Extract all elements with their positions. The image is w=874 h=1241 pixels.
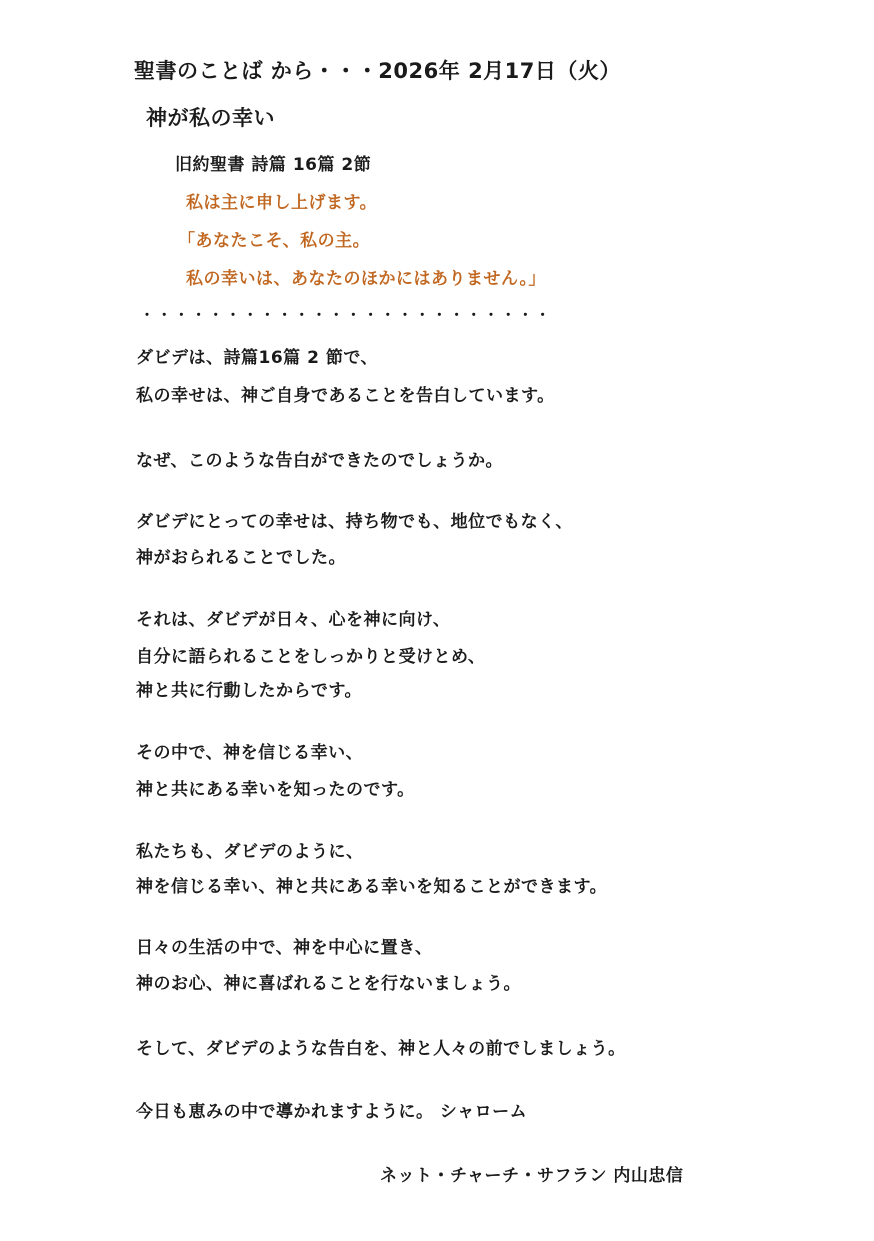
body-line: 神のお心、神に喜ばれることを行ないましょう。 — [136, 974, 521, 994]
body-line: 神と共に行動したからです。 — [136, 681, 362, 701]
dotted-divider: ・・・・・・・・・・・・・・・・・・・・・・・・ — [140, 308, 553, 324]
body-line: そして、ダビデのような告白を、神と人々の前でしましょう。 — [136, 1039, 626, 1059]
devotional-subject: 神が私の幸い — [146, 106, 275, 130]
body-line: 神がおられることでした。 — [136, 548, 346, 568]
body-line: 私たちも、ダビデのように、 — [136, 842, 364, 862]
verse-line: 「あなたこそ、私の主。 — [178, 231, 371, 251]
body-line: その中で、神を信じる幸い、 — [136, 743, 364, 763]
body-line: それは、ダビデが日々、心を神に向け、 — [136, 610, 451, 630]
body-line: 今日も恵みの中で導かれますように。 シャローム — [136, 1102, 528, 1122]
page-title: 聖書のことば から・・・2026年 2月17日（火） — [134, 59, 621, 83]
body-line: ダビデは、詩篇16篇 2 節で、 — [136, 348, 378, 368]
body-line: 神を信じる幸い、神と共にある幸いを知ることができます。 — [136, 877, 608, 897]
verse-line: 私の幸いは、あなたのほかにはありません。」 — [186, 269, 547, 289]
body-line: 自分に語られることをしっかりと受けとめ、 — [136, 647, 486, 667]
author-signature: ネット・チャーチ・サフラン 内山忠信 — [380, 1166, 684, 1186]
body-line: なぜ、このような告白ができたのでしょうか。 — [136, 451, 503, 471]
body-line: 日々の生活の中で、神を中心に置き、 — [136, 938, 433, 958]
body-line: 私の幸せは、神ご自身であることを告白しています。 — [136, 386, 555, 406]
verse-line: 私は主に申し上げます。 — [186, 193, 378, 213]
body-line: 神と共にある幸いを知ったのです。 — [136, 780, 415, 800]
scripture-reference: 旧約聖書 詩篇 16篇 2節 — [175, 155, 372, 175]
body-line: ダビデにとっての幸せは、持ち物でも、地位でもなく、 — [136, 512, 573, 532]
